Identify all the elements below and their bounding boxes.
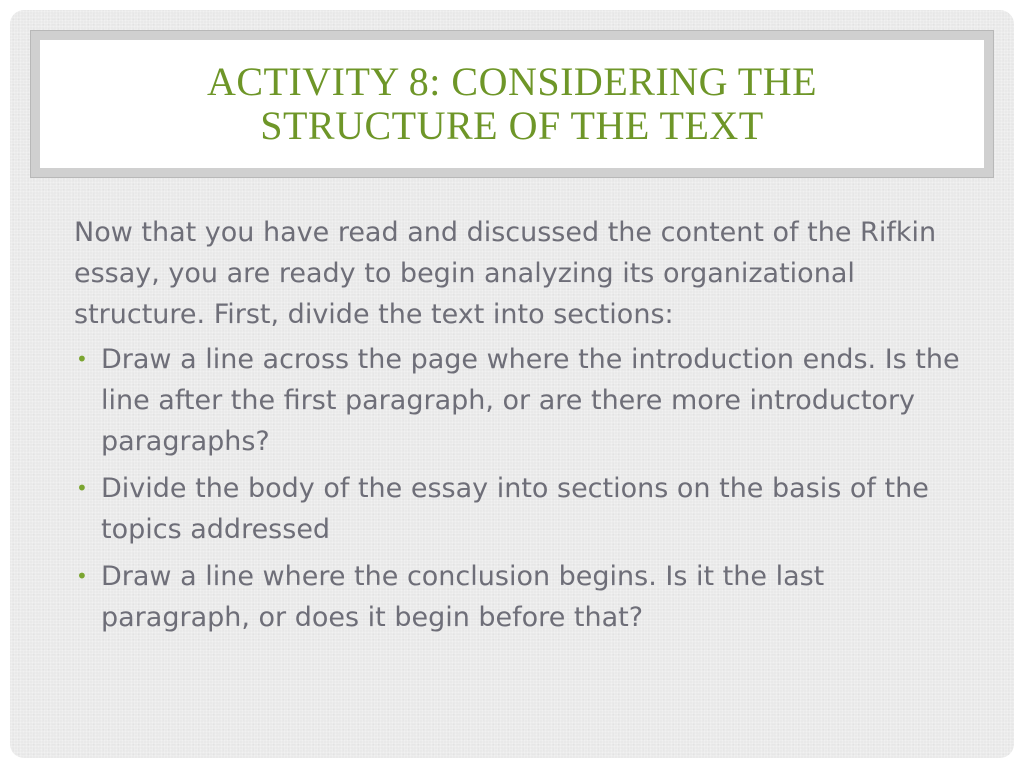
bullet-item: [74, 468, 964, 550]
slide-body: [74, 212, 964, 644]
intro-paragraph: Now that you have read and discussed the content of the Rifkin essay, you are ready to begin analyzing its organizational structure. First, divide the text into sections:: [74, 217, 937, 330]
slide-title-line-2: STRUCTURE OF THE TEXT: [260, 103, 764, 148]
title-box: [40, 40, 984, 168]
bullet-icon: •: [76, 476, 88, 500]
bullet-icon: •: [76, 564, 88, 588]
bullet-text: Draw a line where the conclusion begins. Is it the last paragraph, or does it begin before that?: [101, 561, 825, 633]
slide-title-line-1: ACTIVITY 8: CONSIDERING THE: [206, 59, 818, 104]
bullet-list: [74, 339, 964, 638]
bullet-text: Divide the body of the essay into sections on the basis of the topics addressed: [101, 473, 929, 545]
slide-title: [207, 60, 817, 148]
bullet-icon: •: [76, 347, 88, 371]
title-frame: [30, 30, 994, 178]
slide: [10, 10, 1014, 758]
bullet-item: [74, 556, 964, 638]
bullet-text: Draw a line across the page where the introduction ends. Is the line after the first paragraph, or are there more introductory paragraphs?: [101, 344, 960, 457]
bullet-item: [74, 339, 964, 462]
